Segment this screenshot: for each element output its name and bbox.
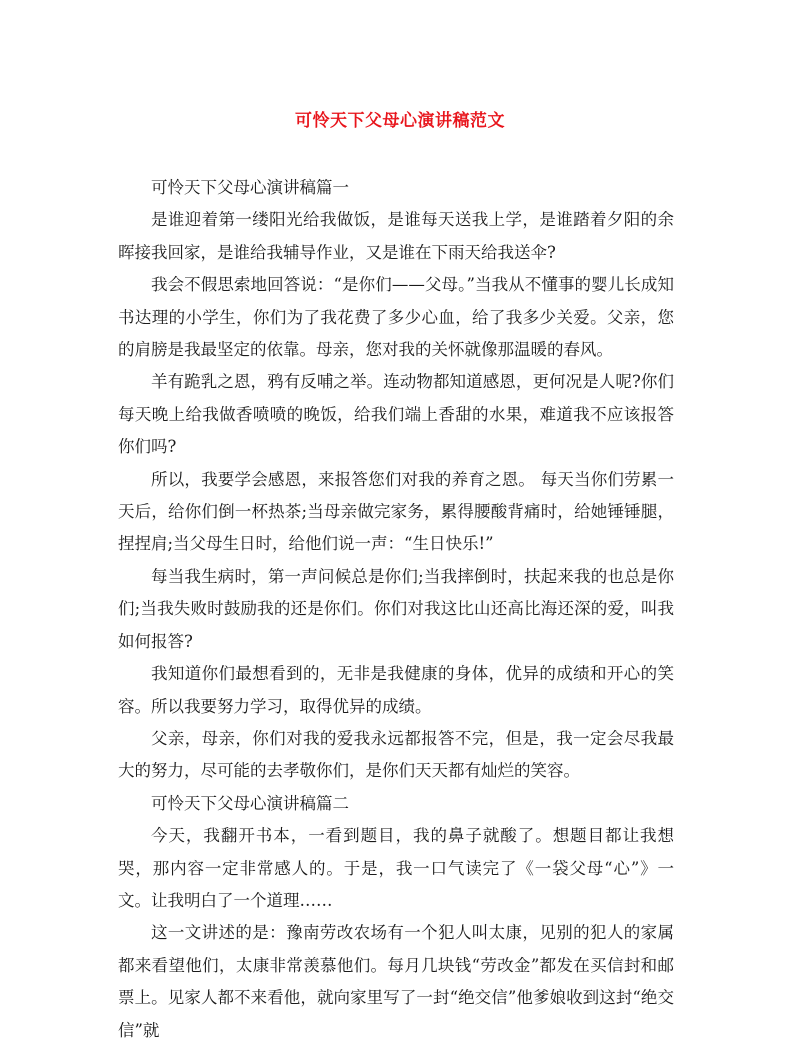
paragraph: 我知道你们最想看到的，无非是我健康的身体，优异的成绩和开心的笑容。所以我要努力学习，取得优异的成绩。 [118,664,674,716]
section-heading-2: 可怜天下父母心演讲稿篇二 [151,793,349,813]
document-body [118,172,674,1047]
section-heading-1: 可怜天下父母心演讲稿篇一 [151,178,349,197]
paragraph: 是谁迎着第一缕阳光给我做饭，是谁每天送我上学，是谁踏着夕阳的余晖接我回家，是谁给我辅导作业，又是谁在下雨天给我送伞? [118,210,674,262]
paragraph: 所以，我要学会感恩，来报答您们对我的养育之恩。 每天当你们劳累一天后，给你们倒一杯热茶;当母亲做完家务，累得腰酸背痛时，给她锤锤腿，捏捏肩;当父母生日时，给他们说一声：“生日快乐!” [118,469,674,554]
paragraph: 羊有跪乳之恩，鸦有反哺之举。连动物都知道感恩，更何况是人呢?你们每天晚上给我做香喷喷的晚饭，给我们端上香甜的水果，难道我不应该报答你们吗? [118,372,674,457]
paragraph: 我会不假思索地回答说：“是你们——父母。”当我从不懂事的婴儿长成知书达理的小学生，你们为了我花费了多少心血，给了我多少关爱。父亲，您的肩膀是我最坚定的依靠。母亲，您对我的关怀就像那温暖的春风。 [118,275,674,360]
document-title: 可怜天下父母心演讲稿范文 [295,111,505,131]
paragraph: 每当我生病时，第一声问候总是你们;当我摔倒时，扶起来我的也总是你们;当我失败时鼓励我的还是你们。你们对我这比山还高比海还深的爱，叫我如何报答? [118,566,674,651]
paragraph: 这一文讲述的是：豫南劳改农场有一个犯人叫太康，见别的犯人的家属都来看望他们，太康非常羡慕他们。每月几块钱“劳改金”都发在买信封和邮票上。见家人都不来看他，就向家里写了一封“绝交信”他爹娘收到这封“绝交信”就 [118,923,674,1040]
paragraph: 父亲，母亲，你们对我的爱我永远都报答不完，但是，我一定会尽我最大的努力，尽可能的去孝敬你们，是你们天天都有灿烂的笑容。 [118,728,674,781]
paragraph: 今天，我翻开书本，一看到题目，我的鼻子就酸了。想题目都让我想哭，那内容一定非常感人的。于是，我一口气读完了《一袋父母“心”》一文。让我明白了一个道理…… [118,826,674,910]
